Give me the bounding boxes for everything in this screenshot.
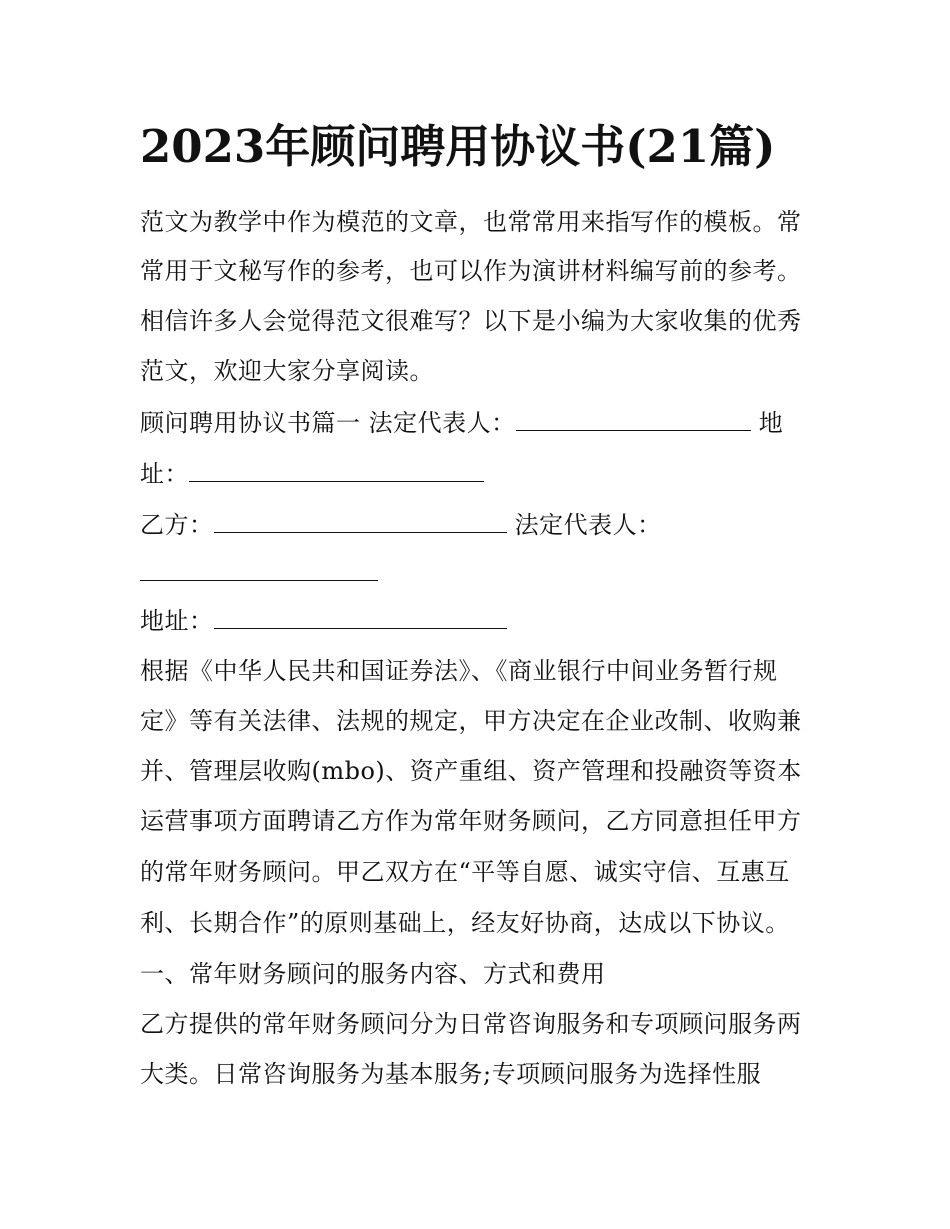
address-b-label: 地址：	[140, 607, 214, 635]
intro-line-2: 常用于文秘写作的参考，也可以作为演讲材料编写前的参考。	[140, 257, 802, 285]
legal-rep-b-label: 法定代表人：	[514, 511, 662, 539]
form-line-party-b	[140, 508, 662, 542]
party-b-label: 乙方：	[140, 511, 214, 539]
body-line-1: 根据《中华人民共和国证券法》、《商业银行中间业务暂行规	[140, 657, 778, 685]
body-line-6: 利、长期合作”的原则基础上，经友好协商，达成以下协议。	[140, 909, 790, 937]
body-line-5: 的常年财务顾问。甲乙双方在“平等自愿、诚实守信、互惠互	[140, 858, 790, 886]
section-1-heading: 一、常年财务顾问的服务内容、方式和费用	[140, 960, 606, 988]
address-b-blank	[214, 606, 507, 629]
intro-line-3: 相信许多人会觉得范文很难写？以下是小编为大家收集的优秀	[140, 307, 802, 335]
intro-line-4: 范文，欢迎大家分享阅读。	[140, 357, 434, 385]
body-line-2: 定》等有关法律、法规的规定，甲方决定在企业改制、收购兼	[140, 707, 802, 735]
form-line-legal-rep-a	[140, 406, 783, 440]
body-line-4: 运营事项方面聘请乙方作为常年财务顾问，乙方同意担任甲方	[140, 807, 802, 835]
form-line-address-a	[140, 457, 484, 491]
address-a-label-end: 址：	[140, 460, 189, 488]
intro-line-1: 范文为教学中作为模范的文章，也常常用来指写作的模板。常	[140, 208, 802, 236]
address-a-blank	[189, 459, 484, 482]
legal-rep-a-blank	[516, 408, 751, 431]
section-1-line-2: 大类。日常咨询服务为基本服务;专项顾问服务为选择性服	[140, 1060, 762, 1088]
form-line-address-b	[140, 604, 507, 638]
section-1-line-1: 乙方提供的常年财务顾问分为日常咨询服务和专项顾问服务两	[140, 1010, 802, 1038]
document-title: 2023年顾问聘用协议书(21篇)	[140, 120, 776, 173]
address-a-label-start: 地	[758, 409, 784, 437]
party-b-blank	[214, 510, 507, 533]
legal-rep-a-label: 顾问聘用协议书篇一 法定代表人：	[140, 409, 516, 437]
legal-rep-b-blank	[140, 558, 378, 581]
form-line-legal-rep-b	[140, 556, 378, 590]
body-line-3: 并、管理层收购(mbo)、资产重组、资产管理和投融资等资本	[140, 757, 802, 785]
